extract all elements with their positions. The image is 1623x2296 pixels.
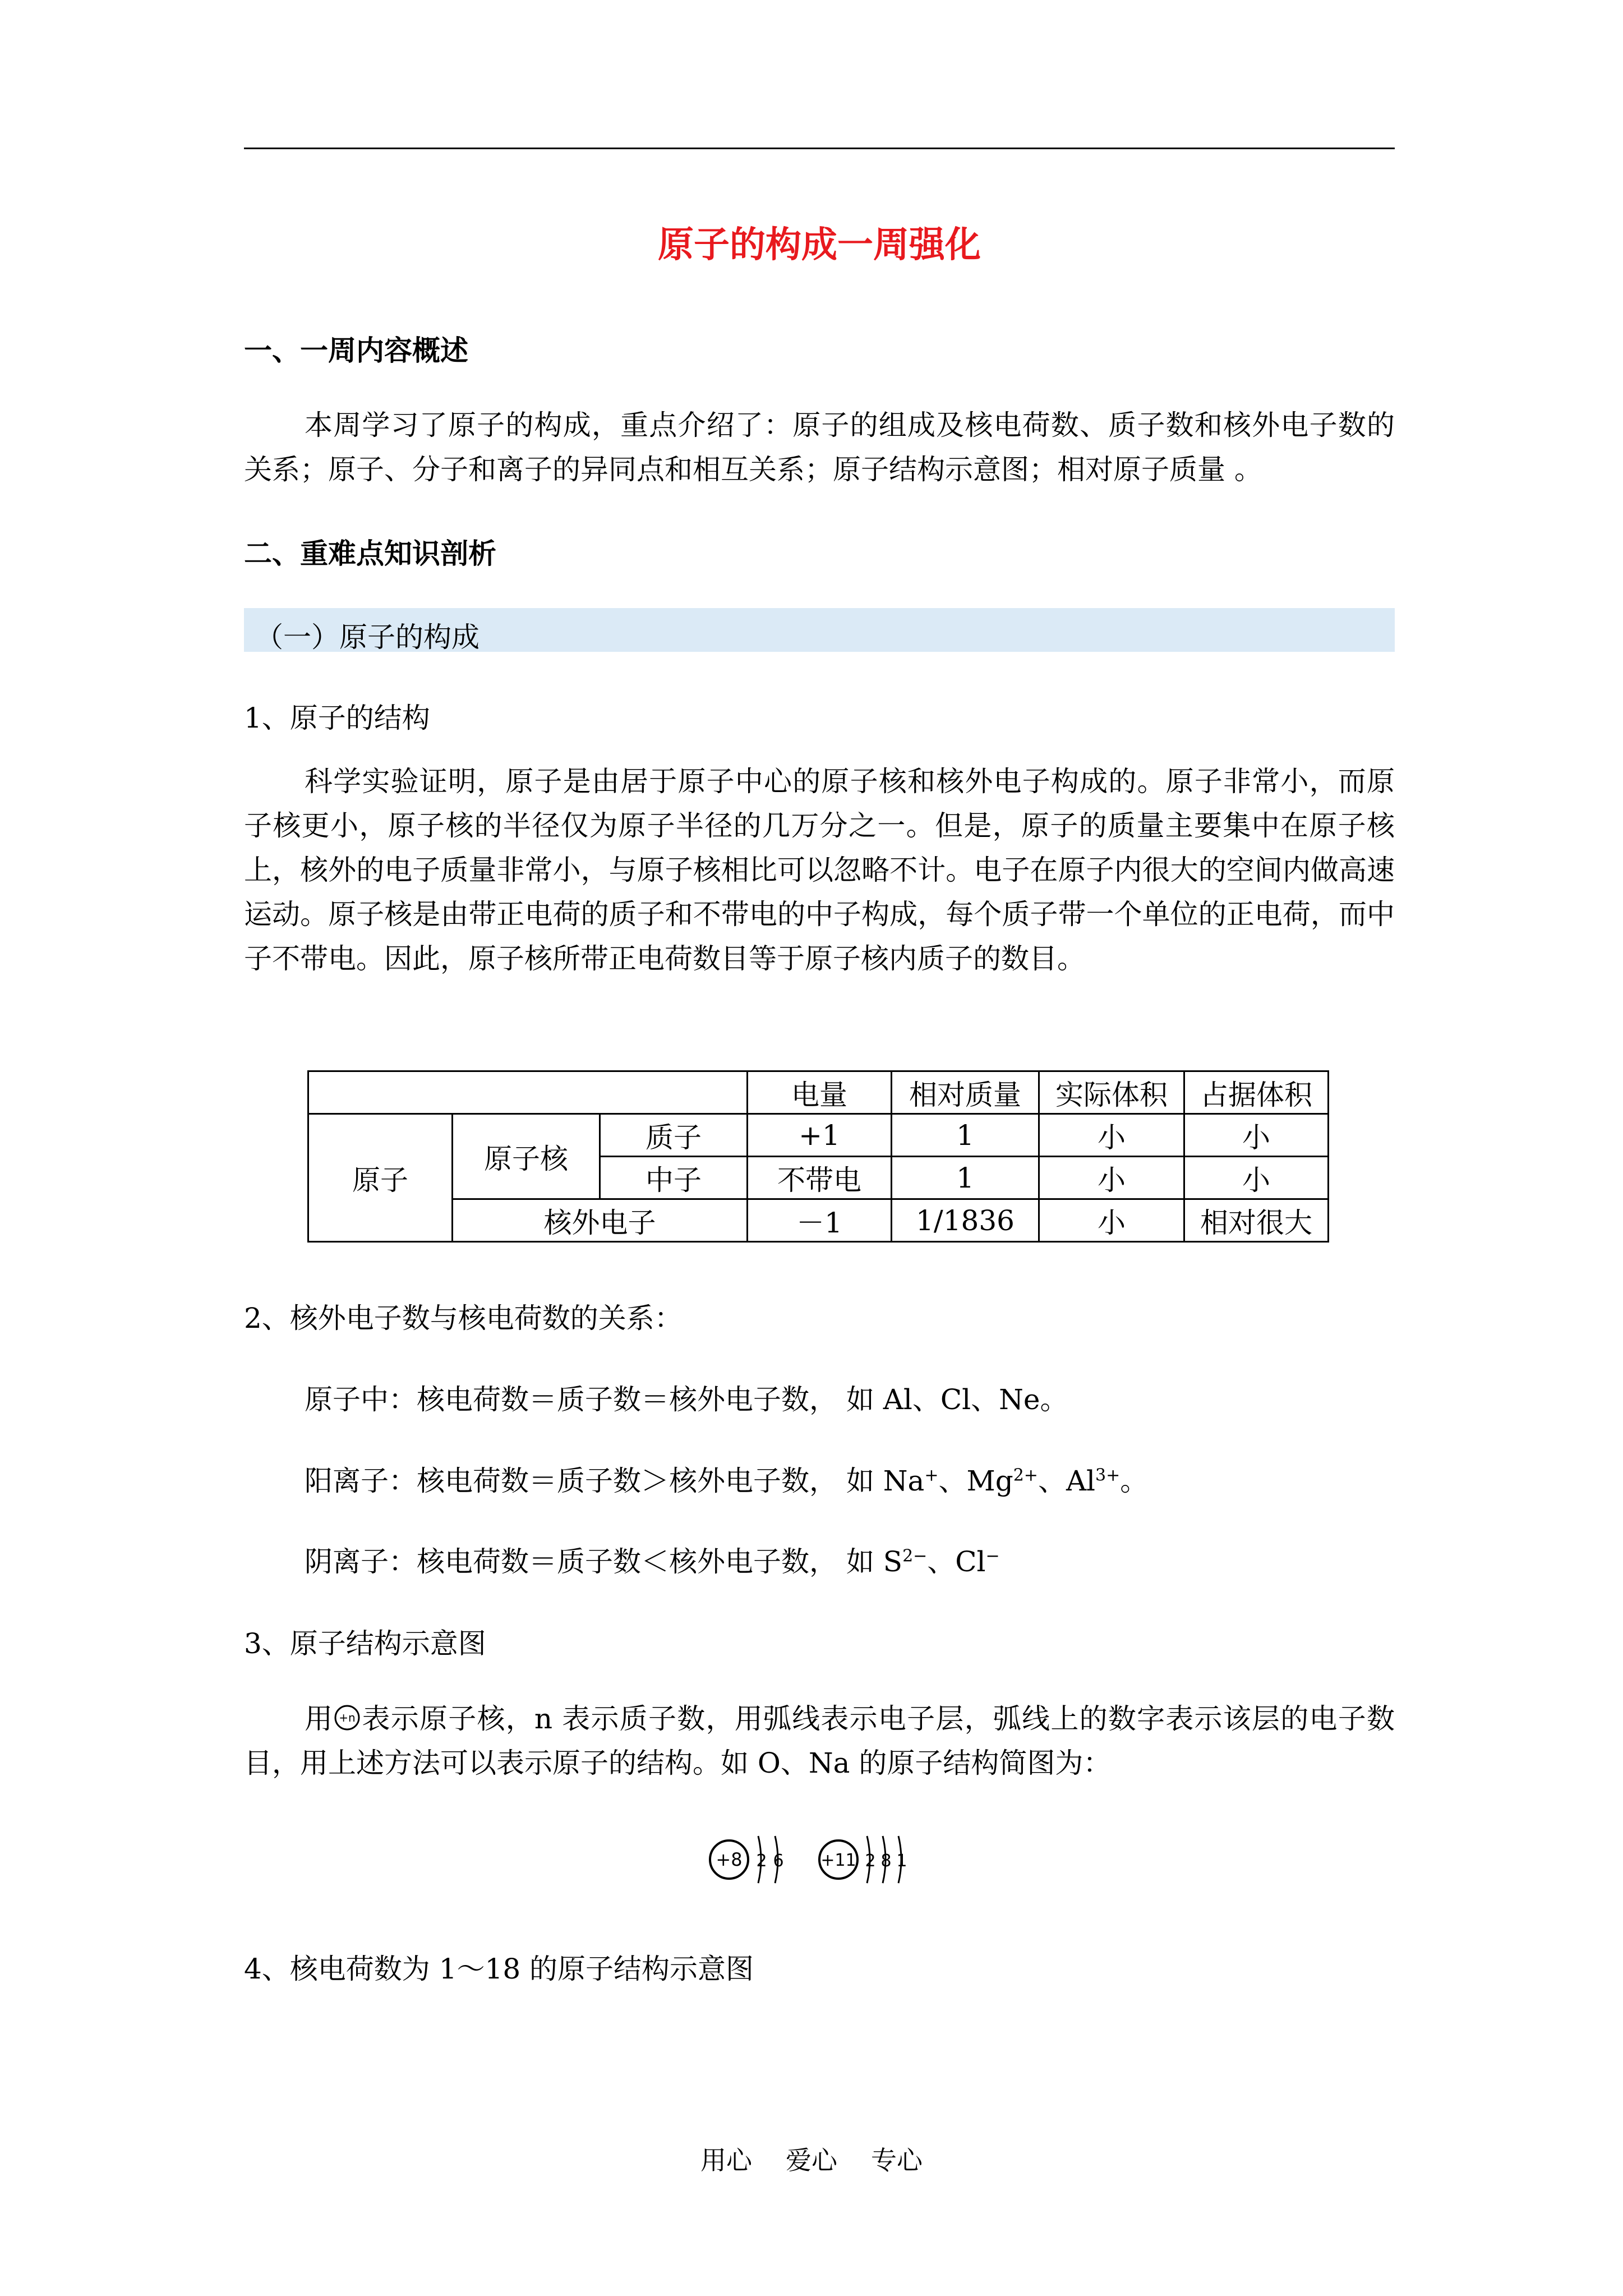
item-3-label: 3、原子结构示意图 <box>244 1627 486 1660</box>
table-header-cell: 占据体积 <box>1184 1071 1329 1114</box>
sodium-nucleus-label: +11 <box>820 1851 856 1870</box>
table-nucleus-cell: 原子核 <box>453 1114 600 1199</box>
anion-examples: $S^{2-}$、Cl− <box>883 1545 1000 1578</box>
ion-formula: $Al^{3+}$ <box>1066 1465 1121 1497</box>
item-4-label: 4、核电荷数为 1～18 的原子结构示意图 <box>244 1953 754 1985</box>
page-title: 原子的构成一周强化 <box>658 224 981 266</box>
subsection-band <box>244 608 1395 652</box>
table-cell: 小 <box>1184 1114 1329 1157</box>
table-row-name: 核外电子 <box>453 1199 748 1242</box>
item-2-label: 2、核外电子数与核电荷数的关系： <box>244 1302 683 1335</box>
ion-charge: 2+ <box>1013 1465 1038 1485</box>
oxygen-shell-2: 6 <box>773 1851 784 1871</box>
table-corner-cell <box>308 1071 748 1114</box>
table-cell: 小 <box>1184 1157 1329 1199</box>
section-2-heading: 二、重难点知识剖析 <box>244 537 496 570</box>
page-footer <box>0 2140 1623 2177</box>
table-header-cell: 实际体积 <box>1039 1071 1184 1114</box>
table-cell: 1/1836 <box>892 1199 1039 1242</box>
nucleus-symbol-icon <box>333 1704 361 1732</box>
svg-text:+n: +n <box>339 1711 356 1724</box>
table-row <box>308 1114 1329 1157</box>
ion-formula: $Mg^{2+}$ <box>966 1465 1038 1497</box>
footer-text: 爱心 <box>786 2145 837 2175</box>
sodium-shell-1: 2 <box>865 1851 876 1871</box>
table-cell: +1 <box>748 1114 892 1157</box>
ion-formula: Na+ <box>883 1465 939 1497</box>
table-cell: 相对很大 <box>1184 1199 1329 1242</box>
table-cell: 小 <box>1039 1199 1184 1242</box>
table-header-row <box>308 1071 1329 1114</box>
sodium-shell-3: 1 <box>896 1851 907 1871</box>
relation-cation: 阳离子：核电荷数＝质子数＞核外电子数， 如 Na+、$Mg^{2+}$、$Al^{3+}$。 <box>305 1465 1149 1497</box>
item-3-paragraph: 用 +n 表示原子核，n 表示质子数，用弧线表示电子层，弧线上的数字表示该层的电子数目，用上述方法可以表示原子的结构。如 O、Na 的原子结构简图为： <box>244 1703 1395 1779</box>
relation-anion: 阴离子：核电荷数＝质子数＜核外电子数， 如 $S^{2-}$、Cl− <box>305 1545 1000 1578</box>
item-1-paragraph: 科学实验证明，原子是由居于原子中心的原子核和核外电子构成的。原子非常小，而原子核更小，原子核的半径仅为原子半径的几万分之一。但是，原子的质量主要集中在原子核上，核外的电子质量非常小，与原子核相比可以忽略不计。电子在原子内很大的空间内做高速运动。原子核是由带正电荷的质子和不带电的中子构成，每个质子带一个单位的正电荷，而中子不带电。因此，原子核所带正电荷数目等于原子核内质子的数目。 <box>244 765 1395 975</box>
table-cell: －1 <box>748 1199 892 1242</box>
ion-charge: 2− <box>902 1546 928 1566</box>
footer-text: 专心 <box>871 2145 923 2175</box>
item-1-label: 1、原子的结构 <box>244 702 430 734</box>
table-cell: 小 <box>1039 1157 1184 1199</box>
particle-table <box>307 1070 1329 1243</box>
table-cell: 1 <box>892 1157 1039 1199</box>
section-1-paragraph: 本周学习了原子的构成，重点介绍了：原子的组成及核电荷数、质子数和核外电子数的关系；原子、分子和离子的异同点和相互关系；原子结构示意图；相对原子质量 。 <box>244 409 1395 486</box>
table-header-cell: 相对质量 <box>892 1071 1039 1114</box>
atom-structure-diagrams <box>707 1826 942 1893</box>
header-rule <box>244 148 1395 149</box>
table-header-cell: 电量 <box>748 1071 892 1114</box>
footer-text: 用心 <box>700 2145 752 2175</box>
ion-charge: + <box>924 1465 939 1485</box>
cation-examples: Na+、$Mg^{2+}$、$Al^{3+}$。 <box>883 1465 1149 1497</box>
ion-formula: $S^{2-}$ <box>883 1545 928 1578</box>
ion-charge: 3+ <box>1095 1465 1121 1485</box>
table-cell: 小 <box>1039 1114 1184 1157</box>
oxygen-nucleus-label: +8 <box>716 1849 743 1870</box>
table-atom-cell: 原子 <box>308 1114 453 1242</box>
ion-formula: Cl− <box>955 1545 1000 1578</box>
oxygen-structure-diagram <box>710 1836 784 1883</box>
table-row <box>308 1199 1329 1242</box>
relation-atom: 原子中：核电荷数＝质子数＝核外电子数， 如 Al、Cl、Ne。 <box>305 1383 1068 1416</box>
table-row-name: 中子 <box>600 1157 748 1199</box>
sodium-shell-2: 8 <box>880 1851 892 1871</box>
oxygen-shell-1: 2 <box>756 1851 767 1871</box>
table-row-name: 质子 <box>600 1114 748 1157</box>
ion-charge: − <box>985 1546 1000 1566</box>
subsection-title: （一）原子的构成 <box>255 621 479 654</box>
sodium-structure-diagram <box>819 1836 907 1883</box>
table-cell: 不带电 <box>748 1157 892 1199</box>
section-1-heading: 一、一周内容概述 <box>244 334 468 367</box>
table-cell: 1 <box>892 1114 1039 1157</box>
